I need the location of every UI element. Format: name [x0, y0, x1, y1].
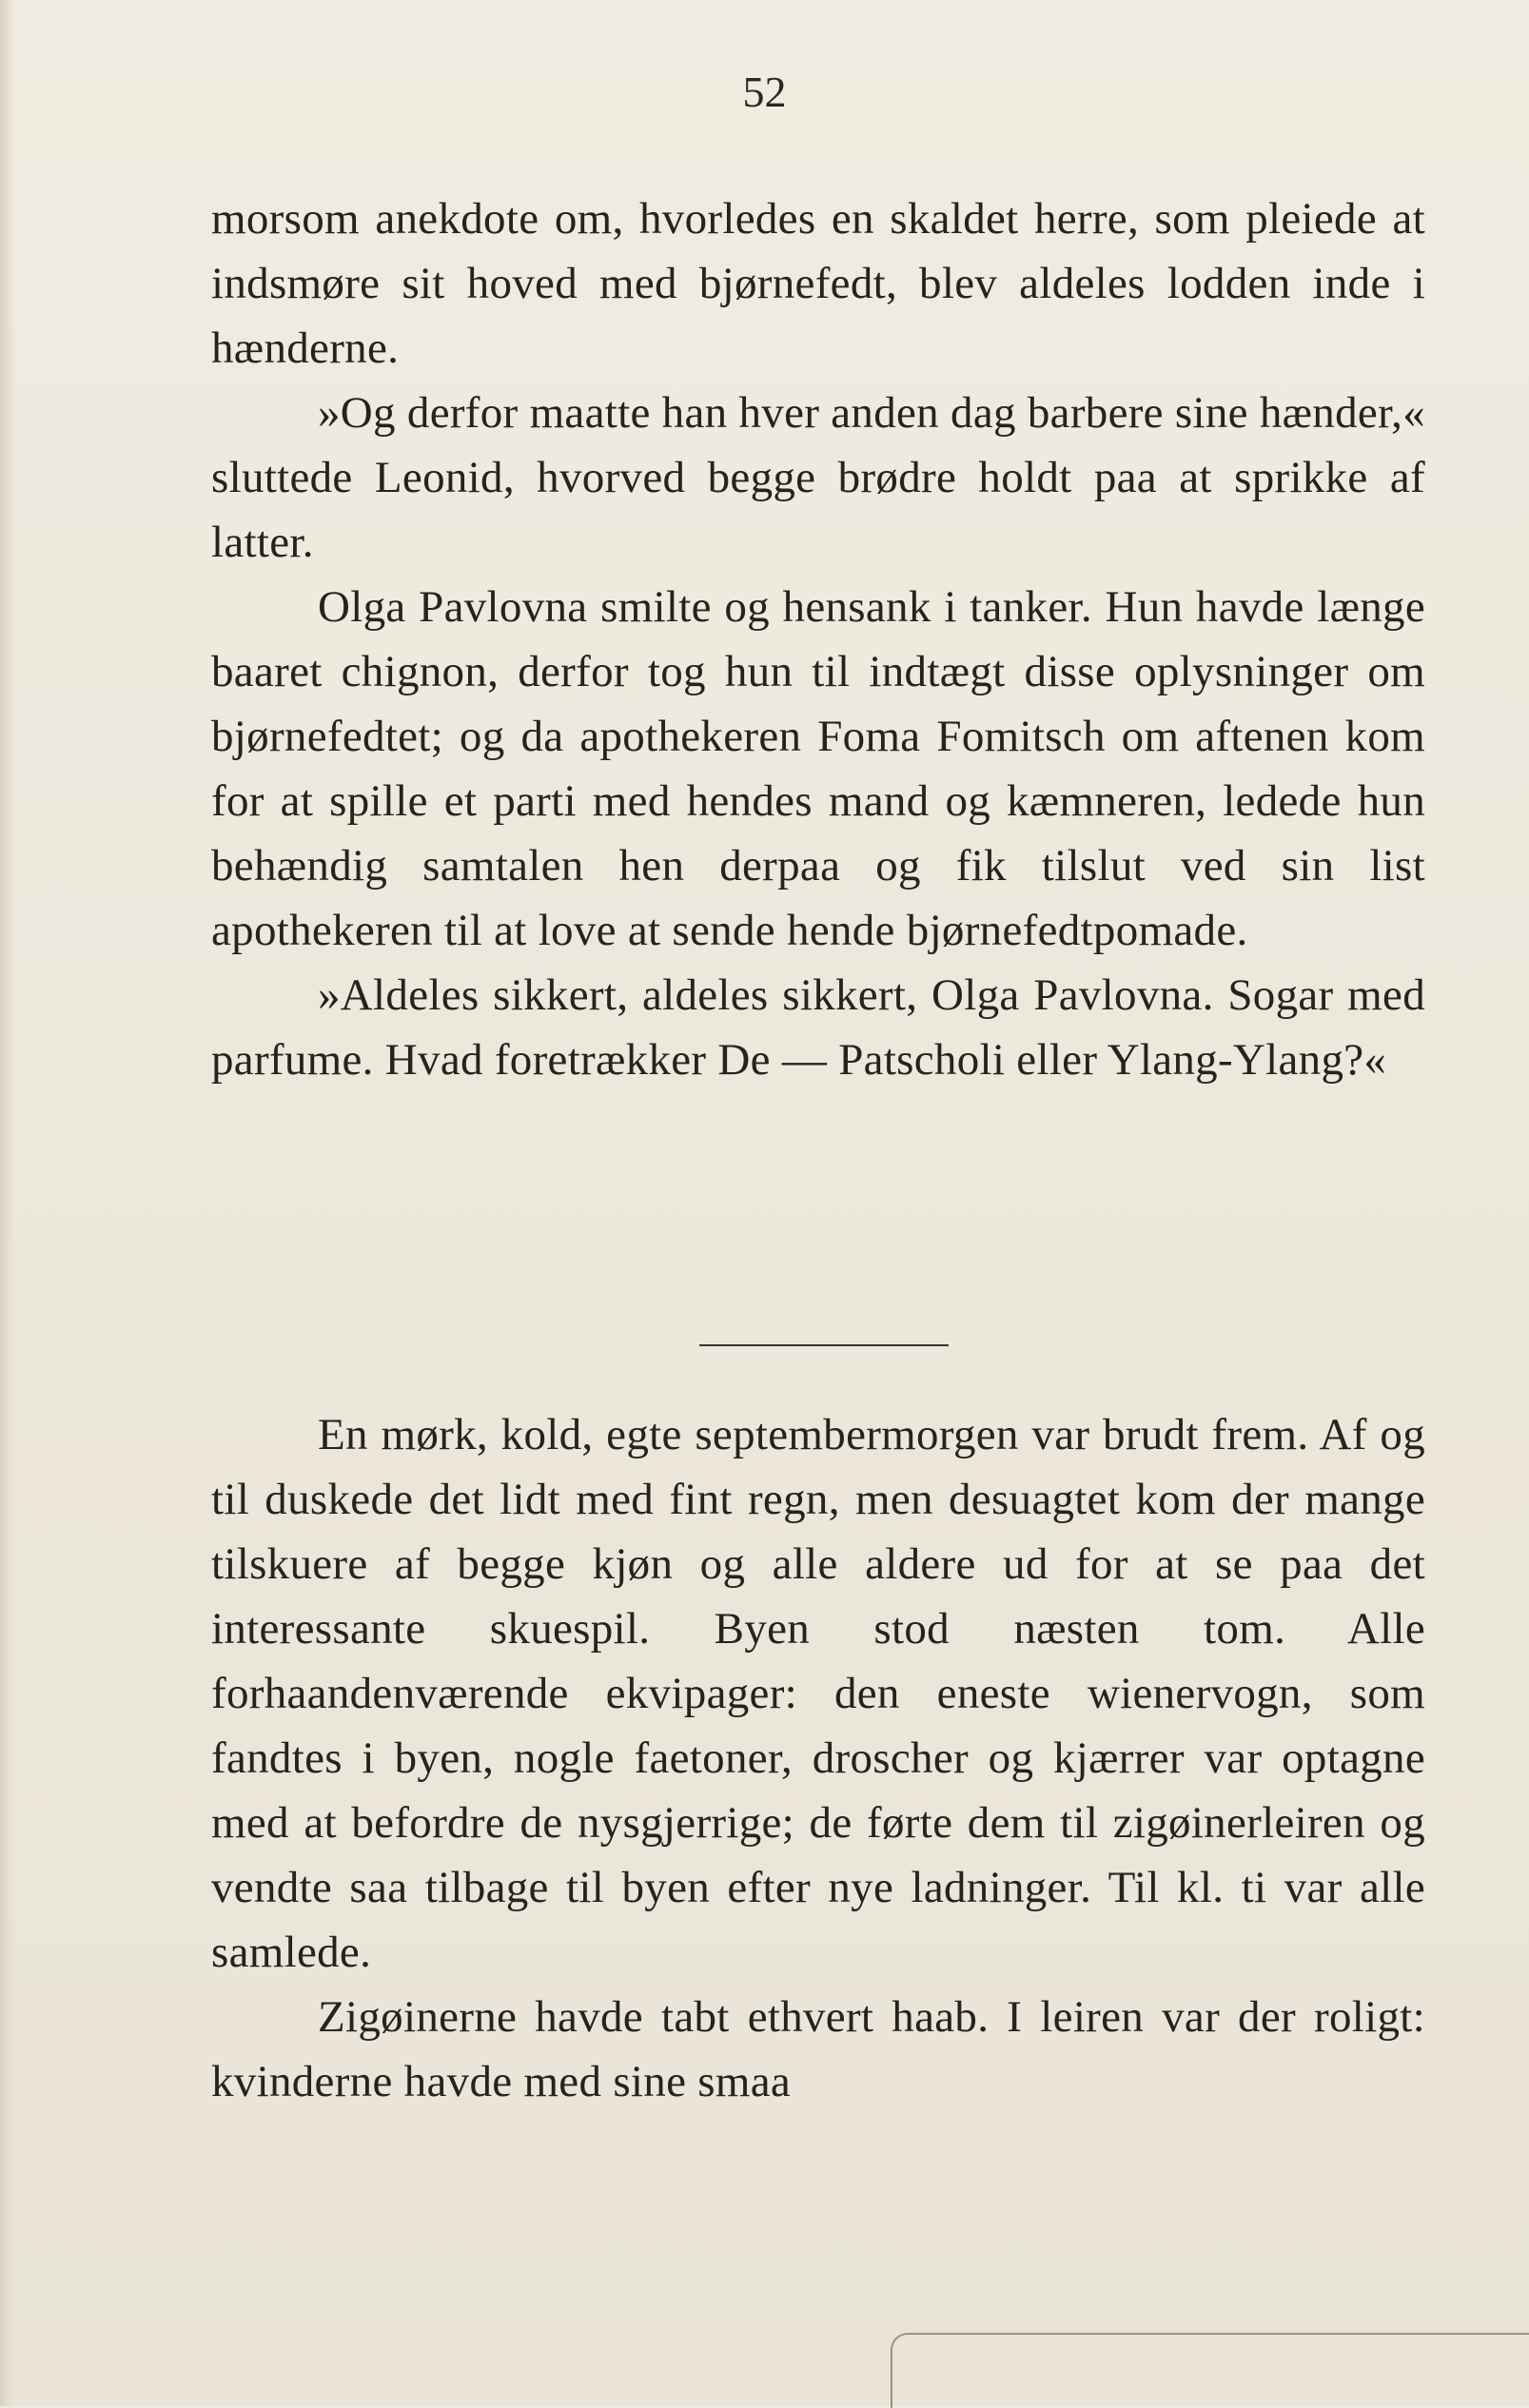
paragraph: »Aldeles sikkert, aldeles sikkert, Olga Pavlovna. Sogar med parfume. Hvad foretrækker De — Patscholi eller Ylang-Ylang?«: [211, 970, 1425, 1085]
paragraph: »Og derfor maatte han hver anden dag barbere sine hænder,« sluttede Leonid, hvorved begge brødre holdt paa at sprikke af latter.: [211, 388, 1425, 567]
section-divider: [699, 1344, 949, 1346]
page-binding-edge: [0, 0, 15, 2406]
text-section-two: [211, 1402, 1425, 2114]
paragraph: Olga Pavlovna smilte og hensank i tanker. Hun havde længe baaret chignon, derfor tog hun til indtægt disse oplysninger om bjørnefedtet; og da apothekeren Foma Fomitsch om aftenen kom for at spille et parti med hendes mand og kæmneren, ledede hun behændig samtalen hen derpaa og fik tilslut ved sin list apothekeren til at love at sende hende bjørnefedtpomade.: [211, 582, 1425, 955]
paragraph: Zigøinerne havde tabt ethvert haab. I leiren var der roligt: kvinderne havde med sine smaa: [211, 1992, 1425, 2106]
text-section-one: [211, 186, 1425, 1092]
page-corner-mark: [891, 2333, 1529, 2408]
paragraph: morsom anekdote om, hvorledes en skaldet herre, som pleiede at indsmøre sit hoved med bjørnefedt, blev aldeles lodden inde i hænderne.: [211, 194, 1425, 373]
page-number: 52: [742, 68, 787, 116]
paragraph: En mørk, kold, egte septembermorgen var brudt frem. Af og til duskede det lidt med fint regn, men desuagtet kom der mange tilskuere af begge kjøn og alle aldere ud for at se paa det interessante skuespil. Byen stod næsten tom. Alle forhaandenværende ekvipager: den eneste wienervogn, som fandtes i byen, nogle faetoner, droscher og kjærrer var optagne med at befordre de nysgjerrige; de førte dem til zigøinerleiren og vendte saa tilbage til byen efter nye ladninger. Til kl. ti var alle samlede.: [211, 1410, 1425, 1977]
